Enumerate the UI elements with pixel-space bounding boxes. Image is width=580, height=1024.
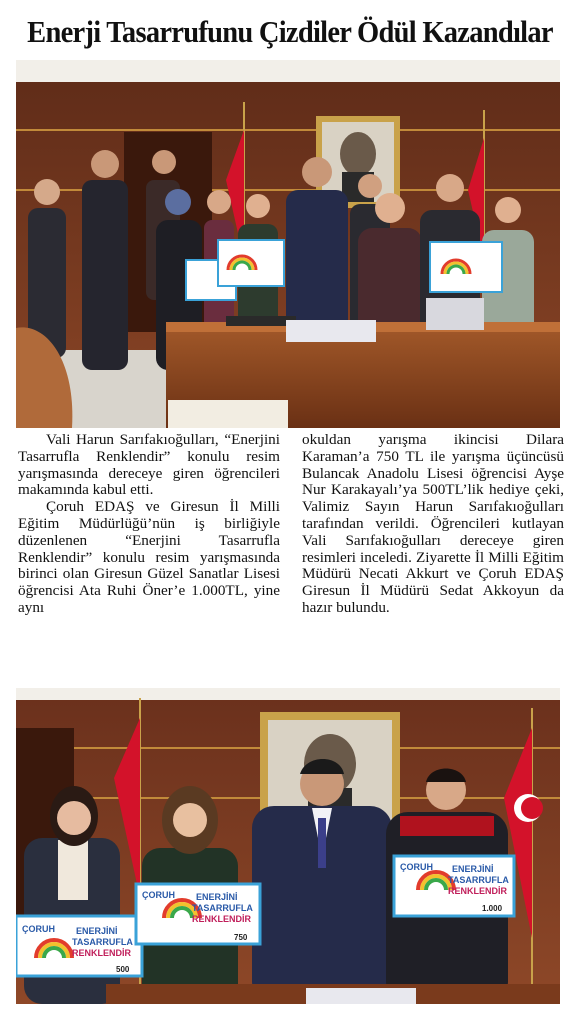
card-line2-text: TASARRUFLA	[72, 937, 133, 947]
card-line3-text: RENKLENDİR	[448, 886, 508, 896]
article-body	[18, 432, 564, 682]
card-line3-text: RENKLENDİR	[72, 948, 132, 958]
article-right-column	[302, 432, 564, 682]
card-amount-text: 500	[116, 965, 130, 974]
card-brand-text: ÇORUH	[22, 924, 55, 934]
article-left-column	[18, 432, 280, 682]
article-paragraph: okuldan yarışma ikincisi Dilara Karaman’a 750 TL ile yarışma üçüncüsü Bulancak Anadolu Lisesi öğrencisi Ayşe Nur Karakayalı’ya 500TL’lik hediye çeki, Valimiz Sayın Harun Sarıfakıoğulları tarafından verildi. Öğrencileri kutlayan Vali Sarıfakıoğulları dereceye giren resimleri inceledi. Ziyarette İl Milli Eğitim Müdürü Necati Akkurt ve Çoruh EDAŞ Giresun İl Müdürü Sedat Akkoyun da hazır bulundu.	[302, 431, 564, 616]
card-line3-text: RENKLENDİR	[192, 914, 252, 924]
group-photo	[16, 60, 560, 428]
article-paragraph: Çoruh EDAŞ ve Giresun İl Milli Eğitim Müdürlüğü’nün iş birliğiyle düzenlenen “Enerjini Tasarrufla Renklendir” konulu resim yarışmasında birinci olan Giresun Güzel Sanatlar Lisesi öğrencisi Ata Ruhi Öner’e 1.000TL, yine aynı	[18, 498, 280, 616]
card-line2-text: TASARRUFLA	[192, 903, 253, 913]
card-line1-text: ENERJİNİ	[196, 892, 238, 902]
card-line2-text: TASARRUFLA	[448, 875, 509, 885]
card-line1-text: ENERJİNİ	[452, 864, 494, 874]
card-brand-text: ÇORUH	[142, 890, 175, 900]
headline: Enerji Tasarrufunu Çizdiler Ödül Kazandılar	[27, 14, 553, 49]
card-amount-text: 750	[234, 933, 248, 942]
card-brand-text: ÇORUH	[400, 862, 433, 872]
winners-photo	[16, 688, 560, 1004]
card-amount-text: 1.000	[482, 904, 503, 913]
article-paragraph: Vali Harun Sarıfakıoğulları, “Enerjini Tasarrufla Renklendir” konulu resim yarışmasında dereceye giren öğrencileri makamında kabul etti.	[18, 431, 280, 499]
card-line1-text: ENERJİNİ	[76, 926, 118, 936]
